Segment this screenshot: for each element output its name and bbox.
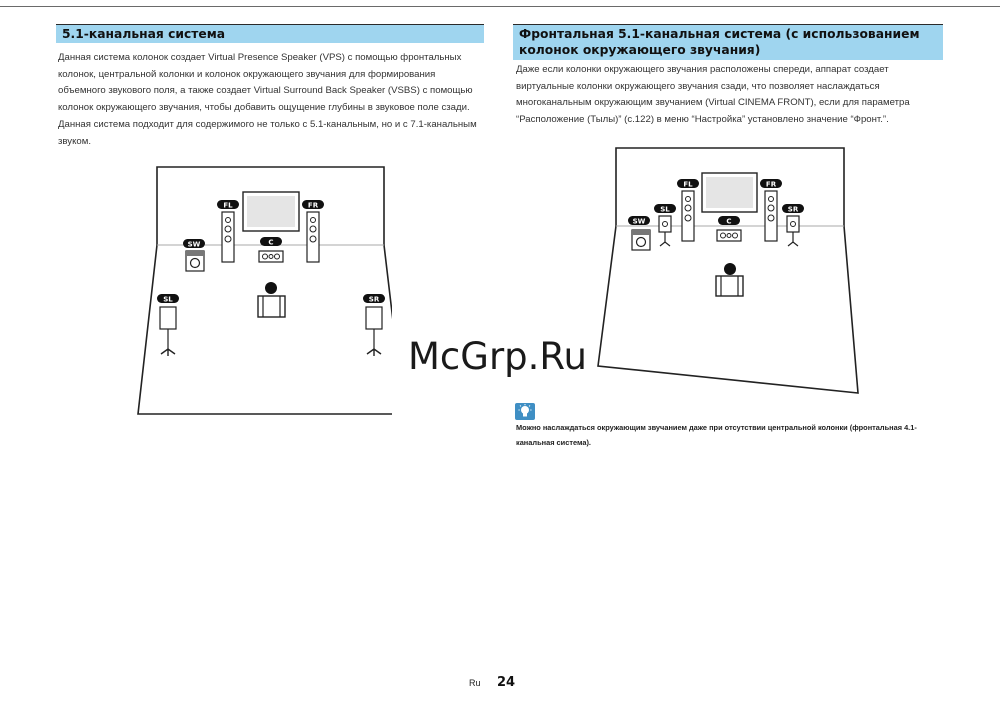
watermark: McGrp.Ru: [408, 335, 587, 378]
front-right-speaker-icon: [302, 200, 324, 262]
hint-lightbulb-icon: [515, 403, 535, 420]
page-number: 24: [496, 675, 516, 691]
tv-icon: [243, 192, 299, 231]
page-footer: [469, 674, 515, 692]
speaker-layout-diagram-left: [136, 165, 392, 419]
center-speaker-icon: [259, 237, 283, 262]
surround-left-speaker-icon: [654, 204, 676, 246]
label-c: C: [268, 238, 274, 247]
label-fl: FL: [223, 201, 233, 210]
front-left-speaker-icon: [217, 200, 239, 262]
section-title-left: 5.1-канальная система: [56, 24, 484, 43]
section-title-right: Фронтальная 5.1-канальная система (с использованием колонок окружающего звучания): [513, 24, 943, 60]
language-label: Ru: [469, 677, 481, 688]
hint-text: Можно наслаждаться окружающим звучанием даже при отсутствии центральной колонки (фронтальная 4.1-канальная система).: [516, 423, 917, 447]
label-c: C: [726, 217, 732, 226]
surround-right-speaker-icon: [782, 204, 804, 246]
label-sw: SW: [187, 240, 201, 249]
listener-icon: [716, 263, 743, 296]
front-right-speaker-icon: [760, 179, 782, 241]
top-rule: [0, 6, 1000, 7]
label-sw: SW: [632, 217, 646, 226]
surround-right-speaker-icon: [363, 294, 385, 356]
label-sr: SR: [368, 295, 380, 304]
surround-left-speaker-icon: [157, 294, 179, 356]
speaker-layout-diagram-right: [596, 146, 864, 400]
label-sl: SL: [163, 295, 173, 304]
front-left-speaker-icon: [677, 179, 699, 241]
center-speaker-icon: [717, 216, 741, 241]
label-sr: SR: [787, 205, 799, 214]
label-fr: FR: [307, 201, 319, 210]
tv-icon: [702, 173, 757, 212]
section-body-left: Данная система колонок создает Virtual Presence Speaker (VPS) с помощью фронтальных колонок, центральной колонки и колонок окружающего звучания для формирования объемного звукового поля, а также создает Virtual Surround Back Speaker (VSBS) с помощью колонок окружающего звучания, чтобы добавить ощущение глубины в звуковое поле сзади. Данная система подходит для содержимого не только с 5.1-канальным, но и с 7.1-канальным звуком.: [58, 52, 477, 147]
subwoofer-icon: [183, 239, 205, 271]
label-fl: FL: [683, 180, 693, 189]
label-sl: SL: [660, 205, 670, 214]
subwoofer-icon: [628, 216, 650, 250]
section-body-right: Даже если колонки окружающего звучания расположены спереди, аппарат создает виртуальные колонки окружающего звучания сзади, что позволяет наслаждаться многоканальным окружающим звучанием (Virtual CINEMA FRONT), если для параметра “Расположение (Тылы)” (с.122) в меню “Настройка” установлено значение “Фронт.”.: [516, 64, 910, 126]
label-fr: FR: [765, 180, 777, 189]
listener-icon: [258, 282, 285, 317]
